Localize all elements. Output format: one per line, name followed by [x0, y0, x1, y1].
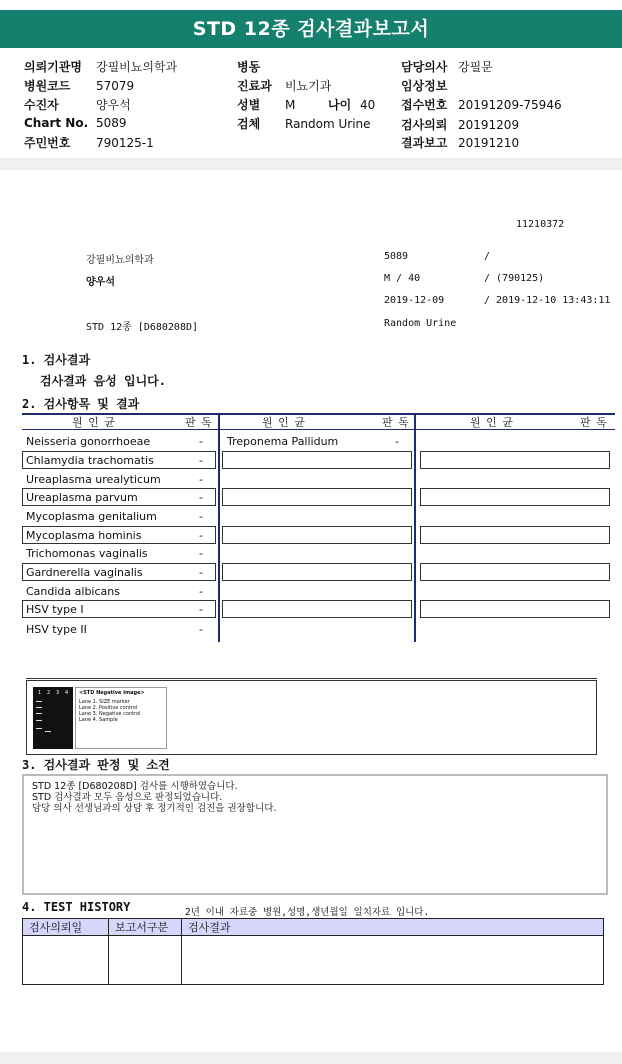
header-key: 병원코드 [24, 79, 71, 93]
col-pathogen-header: 원 인 균 [72, 416, 116, 429]
row-box [222, 563, 412, 581]
pathogen-name: Mycoplasma hominis [26, 529, 142, 542]
row-box [222, 488, 412, 506]
section-4-heading: 4. TEST HISTORY [22, 900, 131, 914]
gel-band [36, 701, 42, 702]
row-box [420, 488, 610, 506]
pathogen-name: Ureaplasma urealyticum [26, 473, 161, 486]
row-box [420, 526, 610, 544]
header-value: Random Urine [285, 117, 371, 131]
header-key: 성별 [237, 98, 261, 112]
row-box [420, 600, 610, 618]
info-test: STD 12종 [D680208D] [86, 322, 199, 333]
history-note: 2년 이내 자료중 병원,성명,생년월일 일치자료 입니다. [185, 907, 430, 918]
pathogen-result: - [199, 435, 203, 448]
header-key: 검사의뢰 [401, 118, 448, 132]
gel-caption-line: Lane 4. Sample [79, 717, 118, 723]
header-key: 결과보고 [401, 136, 448, 150]
header-patient [24, 96, 131, 113]
col-judge-header: 판 독 [185, 416, 213, 429]
grid-divider [414, 415, 416, 642]
lane-number: 1 [38, 690, 42, 696]
header-key: 주민번호 [24, 136, 71, 150]
header-value: 20191209-75946 [458, 98, 562, 112]
pathogen-result: - [199, 491, 203, 504]
pathogen-name: HSV type II [26, 623, 87, 636]
gel-top-rule [26, 678, 597, 679]
info-sex-age: M / 40 [384, 273, 421, 284]
col-judge-header: 판 독 [382, 416, 410, 429]
header-key: 검체 [237, 117, 261, 131]
header-value: 강필비뇨의학과 [96, 60, 178, 74]
header-value: 790125-1 [96, 136, 154, 150]
info-chart: 5089 [384, 251, 409, 262]
history-col-result: 검사결과 [182, 919, 604, 936]
gel-image-panel [26, 680, 597, 755]
gel-caption [75, 687, 167, 749]
pathogen-name: Candida albicans [26, 585, 120, 598]
header-ward [237, 58, 285, 75]
header-key: 의뢰기관명 [24, 60, 82, 74]
col-pathogen-header: 원 인 균 [470, 416, 514, 429]
separator-band [0, 158, 622, 170]
grid-divider [218, 415, 220, 642]
pathogen-result: - [199, 454, 203, 467]
pathogen-result: - [199, 603, 203, 616]
pathogen-result: - [199, 547, 203, 560]
header-value: 20191210 [458, 136, 520, 150]
section-1-heading: 1. 검사결과 [22, 353, 91, 367]
lane-number: 3 [56, 690, 60, 696]
pathogen-name: Mycoplasma genitalium [26, 510, 157, 523]
history-col-report-type: 보고서구분 [109, 919, 182, 936]
footer-band [0, 1052, 622, 1064]
history-header-row [23, 919, 604, 936]
gel-band [45, 731, 51, 732]
header-value: 20191209 [458, 118, 520, 132]
row-box [420, 563, 610, 581]
pathogen-name: Trichomonas vaginalis [26, 547, 148, 560]
section-2-heading: 2. 검사항목 및 결과 [22, 397, 140, 411]
header-receipt-no [401, 96, 562, 113]
header-key: 나이 [328, 98, 352, 112]
header-hospital-code [24, 77, 134, 94]
col-pathogen-header: 원 인 균 [262, 416, 306, 429]
pathogen-name: Chlamydia trachomatis [26, 454, 154, 467]
row-box [222, 451, 412, 469]
gel-photo [33, 687, 73, 749]
pathogen-result: - [199, 510, 203, 523]
header-value: 5089 [96, 116, 127, 130]
history-col-request-date: 검사의뢰일 [23, 919, 109, 936]
header-request-date [401, 116, 519, 133]
header-chart-no [24, 116, 127, 130]
header-key: 병동 [237, 60, 261, 74]
header-value: 40 [360, 98, 376, 112]
opinion-line: STD 12종 [D680208D] 검사를 시행하였습니다. [32, 781, 238, 792]
col-judge-header: 판 독 [580, 416, 608, 429]
gel-caption-title: <STD Negative Image> [79, 690, 145, 696]
info-birth: / (790125) [484, 273, 545, 284]
lane-number: 4 [65, 690, 69, 696]
section-3-heading: 3. 검사결과 판정 및 소견 [22, 758, 170, 772]
gel-caption-line: Lane 1. SIZE marker [79, 699, 130, 705]
section-1-result: 검사결과 음성 입니다. [40, 374, 167, 388]
header-value: 양우석 [96, 98, 131, 112]
header-key: 진료과 [237, 79, 272, 93]
row-box [222, 600, 412, 618]
header-key: 접수번호 [401, 98, 448, 112]
pathogen-name: Gardnerella vaginalis [26, 566, 143, 579]
pathogen-result: - [199, 623, 203, 636]
pathogen-result: - [395, 435, 399, 448]
header-clinic [24, 58, 177, 75]
opinion-line: 담당 의사 선생님과의 상담 후 정기적인 검진을 권장합니다. [32, 803, 277, 814]
header-sex [237, 96, 295, 113]
info-date-report: / 2019-12-10 13:43:11 [484, 295, 611, 306]
row-box [420, 451, 610, 469]
header-key: 수진자 [24, 98, 59, 112]
pathogen-result: - [199, 473, 203, 486]
pathogen-name: Neisseria gonorrhoeae [26, 435, 151, 448]
header-clinical-info [401, 77, 458, 94]
pathogen-name: Ureaplasma parvum [26, 491, 138, 504]
header-value: M [285, 98, 296, 112]
gel-band [36, 713, 42, 714]
opinion-box [22, 774, 608, 895]
info-date-request: 2019-12-09 [384, 295, 445, 306]
header-age [328, 96, 375, 113]
history-cell [182, 936, 604, 985]
info-specimen: Random Urine [384, 318, 457, 329]
pathogen-name: Treponema Pallidum [227, 435, 339, 448]
header-key: 임상정보 [401, 79, 448, 93]
history-cell [109, 936, 182, 985]
row-box [222, 526, 412, 544]
header-value: 강필문 [458, 60, 493, 74]
header-key: Chart No. [24, 116, 89, 130]
header-department [237, 77, 331, 94]
info-code: 11210372 [516, 219, 565, 230]
history-cell [23, 936, 109, 985]
header-key: 담당의사 [401, 60, 448, 74]
gel-band [36, 707, 42, 708]
pathogen-result: - [199, 529, 203, 542]
header-specimen [237, 115, 371, 132]
pathogen-name: HSV type I [26, 603, 84, 616]
result-grid-header [22, 413, 615, 430]
lane-number: 2 [47, 690, 51, 696]
gel-caption-line: Lane 2. Positive control [79, 705, 138, 711]
history-empty-row [23, 936, 604, 985]
gel-band [36, 720, 42, 721]
gel-caption-line: Lane 3. Negative control [79, 711, 141, 717]
gel-band [36, 728, 42, 729]
pathogen-result: - [199, 566, 203, 579]
info-patient: 양우석 [86, 277, 115, 288]
header-value: 57079 [96, 79, 135, 93]
report-title: STD 12종 검사결과보고서 [0, 10, 622, 48]
pathogen-result: - [199, 585, 203, 598]
header-value: 비뇨기과 [285, 79, 332, 93]
info-clinic: 강필비뇨의학과 [86, 255, 154, 266]
header-resident-no [24, 134, 154, 151]
header-doctor [401, 58, 493, 75]
opinion-line: STD 검사결과 모두 음성으로 판정되었습니다. [32, 792, 223, 803]
header-report-date [401, 134, 519, 151]
info-slash: / [484, 251, 491, 262]
history-table [22, 918, 604, 985]
